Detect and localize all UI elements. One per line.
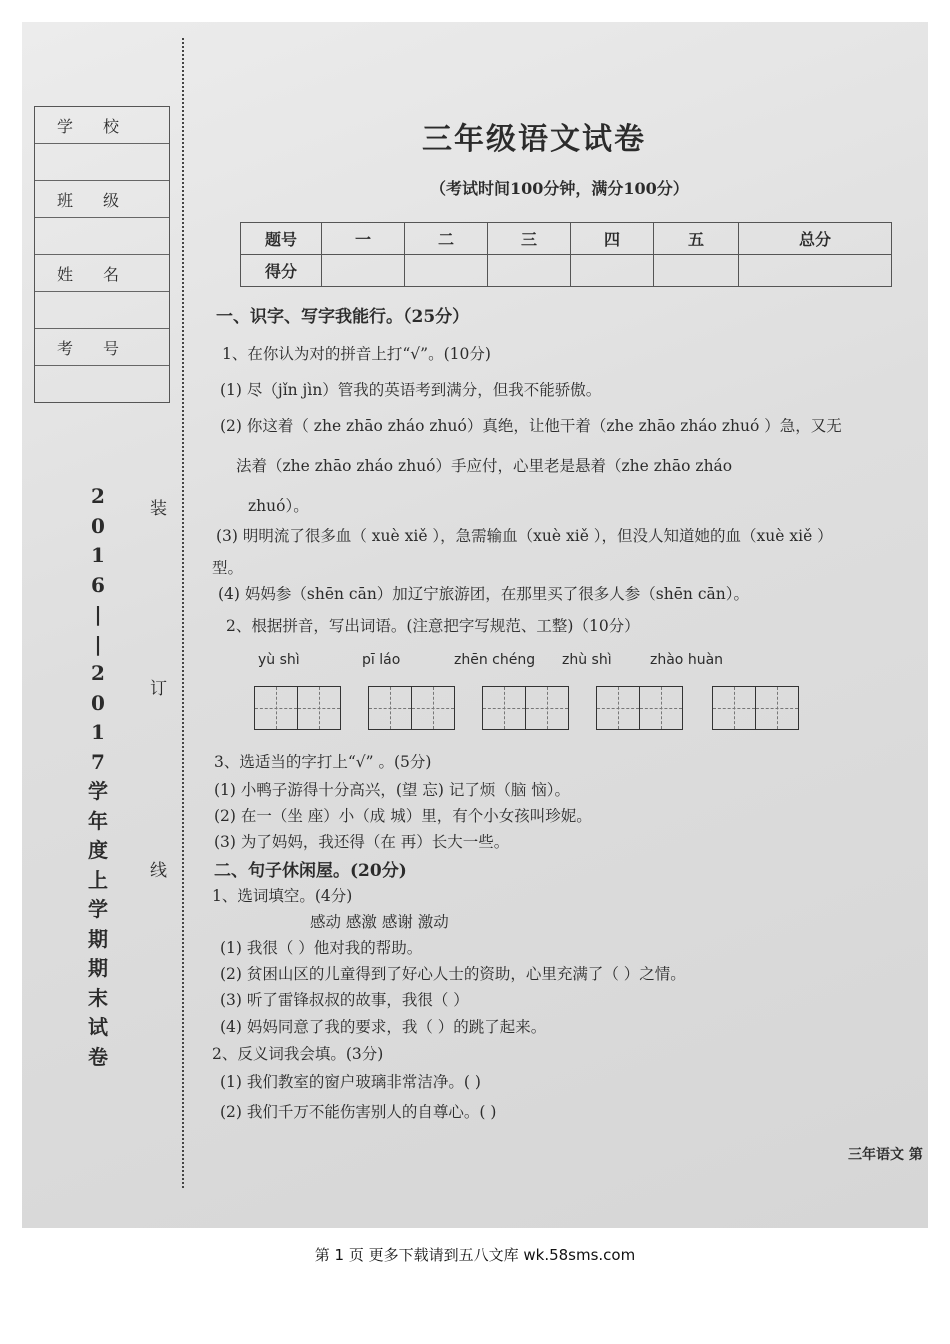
pinyin-prompt: pī láo xyxy=(362,652,401,668)
question-text: (2) 贫困山区的儿童得到了好心人士的资助，心里充满了（ ）之情。 xyxy=(220,965,686,983)
word-choices: 感动 感激 感谢 激动 xyxy=(310,913,449,931)
question-text: zhuó）。 xyxy=(248,497,309,515)
question-text: 2、反义词我会填。(3分) xyxy=(212,1045,384,1063)
question-text: 1、选词填空。(4分) xyxy=(212,887,353,905)
name-field xyxy=(35,292,169,329)
question-text: (1) 我们教室的窗户玻璃非常洁净。( ) xyxy=(220,1073,481,1091)
question-text: (1) 小鸭子游得十分高兴，(望 忘) 记了烦（脑 恼）。 xyxy=(214,781,571,799)
score-header: 五 xyxy=(654,223,739,255)
pinyin-prompt: yù shì xyxy=(258,652,300,668)
question-text: (1) 尽（jǐn jìn）管我的英语考到满分，但我不能骄傲。 xyxy=(220,381,602,399)
writing-grid[interactable] xyxy=(596,686,683,730)
binding-mark-xian: 线 xyxy=(150,861,167,881)
writing-grid[interactable] xyxy=(482,686,569,730)
question-text: (1) 我很（ ）他对我的帮助。 xyxy=(220,939,423,957)
question-text: 型。 xyxy=(212,559,244,577)
question-text: (4) 妈妈同意了我的要求，我（ ）的跳了起来。 xyxy=(220,1018,547,1036)
score-row-label: 得分 xyxy=(241,255,322,287)
question-text: (3) 明明流了很多血（ xuè xiě ），急需输血（xuè xiě ），但没人知道她的血（xuè xiě ） xyxy=(216,527,833,545)
writing-grid[interactable] xyxy=(368,686,455,730)
score-header: 三 xyxy=(488,223,571,255)
question-text: 1、在你认为对的拼音上打“√”。(10分) xyxy=(222,345,491,363)
class-field xyxy=(35,218,169,255)
binding-mark-ding: 订 xyxy=(150,679,167,699)
score-header: 二 xyxy=(405,223,488,255)
question-text: 法着（zhe zhāo zháo zhuó）手应付，心里老是悬着（zhe zhāo zháo xyxy=(236,457,733,475)
school-label: 学校 xyxy=(35,107,169,144)
question-text: (4) 妈妈参（shēn cān）加辽宁旅游团，在那里买了很多人参（shēn cān）。 xyxy=(218,585,749,603)
scanned-exam-photo xyxy=(22,22,928,1228)
exam-number-field xyxy=(35,366,169,402)
writing-grid[interactable] xyxy=(254,686,341,730)
score-cell xyxy=(322,255,405,287)
question-text: (2) 你这着（ zhe zhāo zháo zhuó）真绝，让他干着（zhe zhāo zháo zhuó ）急，又无 xyxy=(220,417,842,435)
score-header: 总分 xyxy=(739,223,892,255)
score-header: 题号 xyxy=(241,223,322,255)
vertical-school-year: 2 0 1 6 | | 2 0 1 7 学 年 度 上 学 期 期 末 试 卷 xyxy=(88,484,108,1069)
question-text: (3) 为了妈妈，我还得（在 再）长大一些。 xyxy=(214,833,510,851)
score-cell xyxy=(488,255,571,287)
class-label: 班级 xyxy=(35,181,169,218)
pinyin-prompt: zhēn chéng xyxy=(454,652,536,668)
score-header: 四 xyxy=(571,223,654,255)
question-text: 2、根据拼音，写出词语。(注意把字写规范、工整)（10分） xyxy=(226,617,640,635)
score-cell xyxy=(571,255,654,287)
exam-title: 三年级语文试卷 xyxy=(422,122,646,157)
pinyin-prompt: zhào huàn xyxy=(650,652,724,668)
score-cell xyxy=(405,255,488,287)
pinyin-prompt: zhù shì xyxy=(562,652,612,668)
binding-mark-zhuang: 装 xyxy=(150,499,167,519)
score-cell xyxy=(739,255,892,287)
section-heading: 一、识字、写字我能行。（25分） xyxy=(216,307,470,327)
school-field xyxy=(35,144,169,181)
question-text: 3、选适当的字打上“√” 。(5分) xyxy=(214,753,432,771)
score-header: 一 xyxy=(322,223,405,255)
name-label: 姓名 xyxy=(35,255,169,292)
score-table xyxy=(240,222,892,287)
exam-subtitle: （考试时间100分钟，满分100分） xyxy=(430,179,689,198)
question-text: (3) 听了雷锋叔叔的故事，我很（ ） xyxy=(220,991,469,1009)
student-info-table xyxy=(34,106,170,403)
question-text: (2) 在一（坐 座）小（成 城）里，有个小女孩叫珍妮。 xyxy=(214,807,592,825)
section-heading: 二、句子休闲屋。(20分) xyxy=(214,861,407,881)
exam-number-label: 考号 xyxy=(35,329,169,366)
score-cell xyxy=(654,255,739,287)
binding-dotted-line xyxy=(182,38,184,1188)
writing-grid[interactable] xyxy=(712,686,799,730)
download-footer: 第 1 页 更多下载请到五八文库 wk.58sms.com xyxy=(314,1246,636,1264)
page-corner-label: 三年语文 第 xyxy=(848,1147,923,1163)
question-text: (2) 我们千万不能伤害别人的自尊心。( ) xyxy=(220,1103,497,1121)
